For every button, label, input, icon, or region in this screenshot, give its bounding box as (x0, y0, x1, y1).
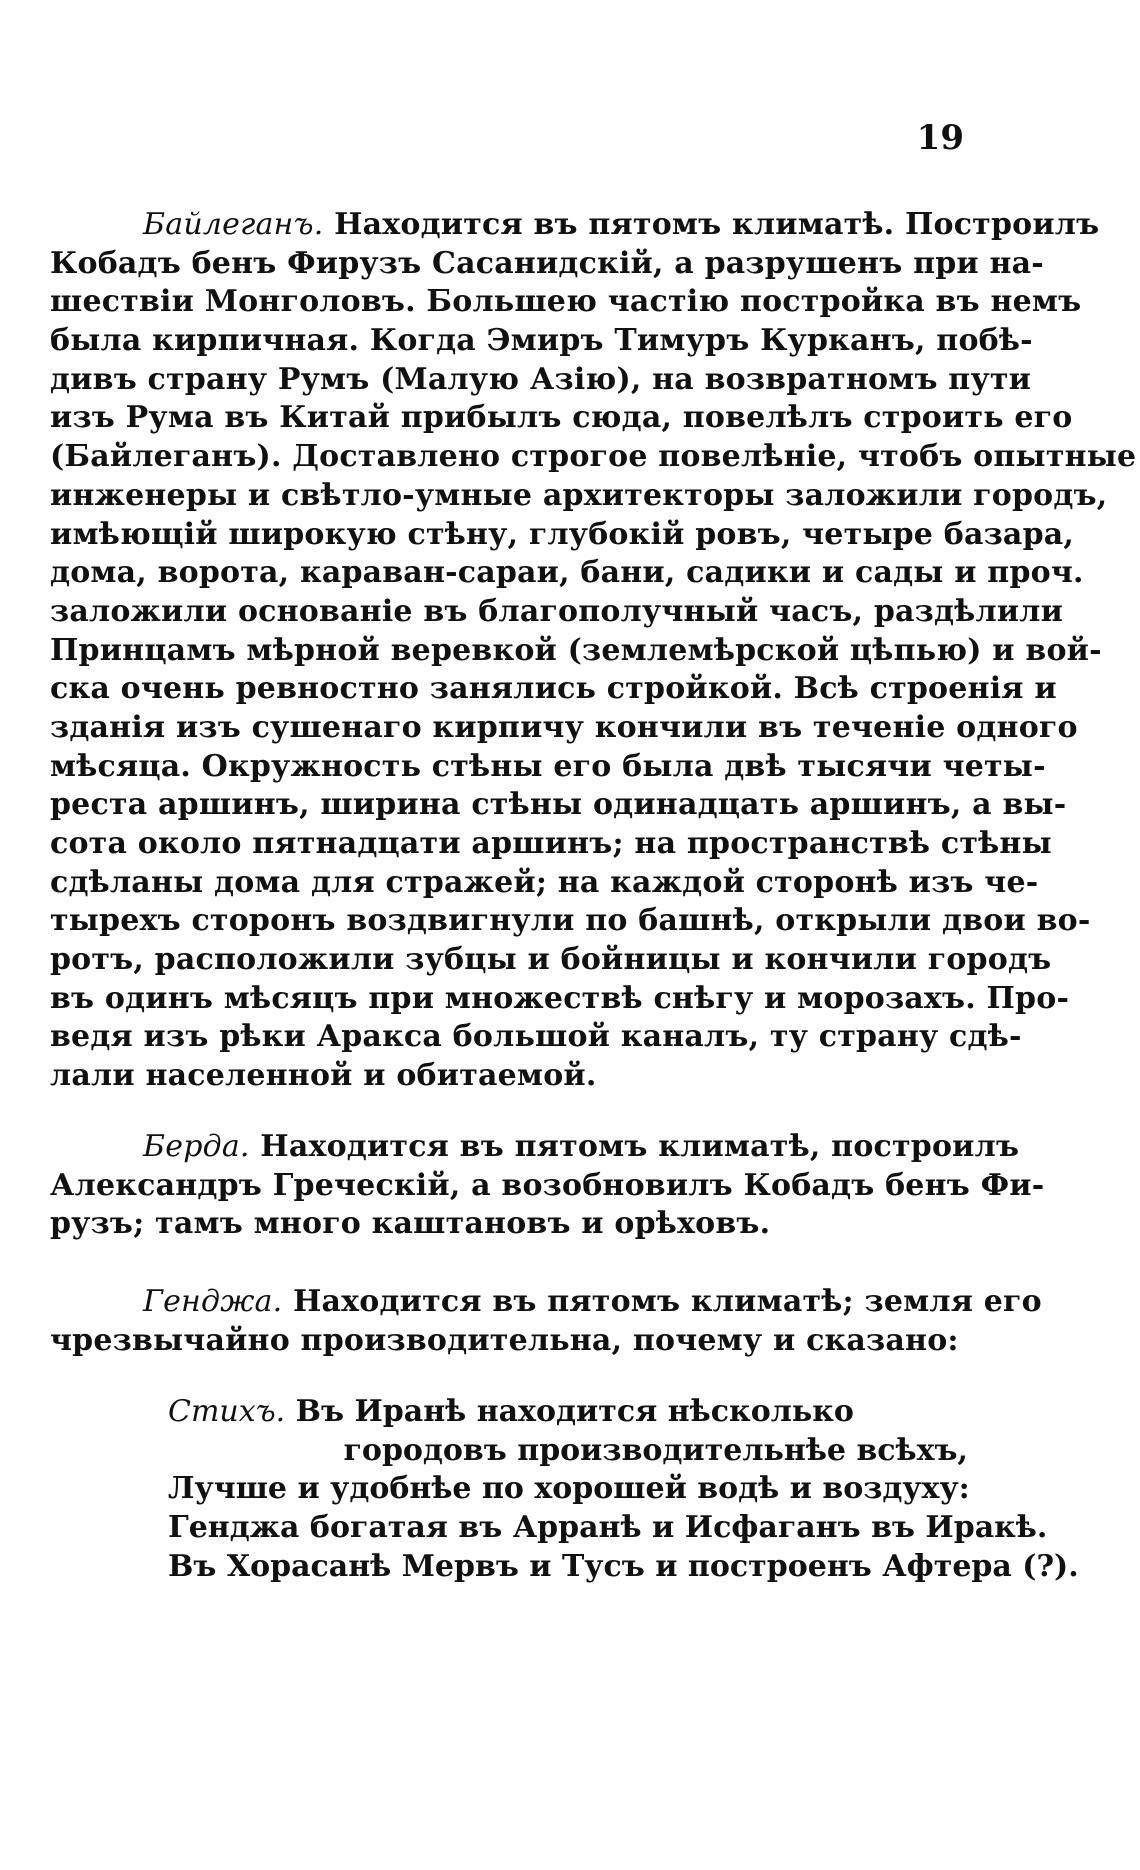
entry-first-line (50, 1283, 1042, 1322)
text-line: инженеры и свѣтло-умные архитекторы заложили городъ, (50, 477, 1108, 513)
text-line: лали населенной и обитаемой. (50, 1058, 597, 1094)
text-line: сдѣланы дома для стражей; на каждой сторонѣ изъ че- (50, 864, 1039, 900)
poem-line: Генджа богатая въ Арранѣ и Исфаганъ въ Иракѣ. (168, 1510, 1048, 1546)
text-line: Находится въ пятомъ климатѣ; земля его (292, 1284, 1042, 1319)
entry-berda (50, 1128, 1045, 1244)
text-line: сота около пятнадцати аршинъ; на пространствѣ стѣны (50, 826, 1052, 861)
text-line: тырехъ сторонъ воздвигнули по башнѣ, открыли двои во- (50, 903, 1091, 939)
text-line: реста аршинъ, ширина стѣны одинадцать аршинъ, а вы- (50, 787, 1067, 823)
entry-term: Байлеганъ. (143, 207, 324, 242)
text-line: въ одинъ мѣсяцъ при множествѣ снѣгу и морозахъ. Про- (50, 980, 1070, 1016)
entry-baylegan (50, 206, 1137, 1096)
poem-term: Стихъ. (168, 1394, 286, 1429)
text-line: зданія изъ сушенаго кирпичу кончили въ теченіе одного (50, 709, 1078, 745)
poem-line: городовъ производительнѣе всѣхъ, (343, 1432, 968, 1468)
entry-first-line (50, 206, 1100, 245)
poem-block (168, 1393, 1079, 1586)
text-line: Александръ Греческій, а возобновилъ Кобадъ бенъ Фи- (50, 1167, 1045, 1203)
poem-line: Въ Хорасанѣ Мервъ и Тусъ и построенъ Афтера (?). (168, 1548, 1079, 1584)
text-line: ска очень ревностно занялись стройкой. Всѣ строенія и (50, 671, 1057, 707)
entry-gandja (50, 1283, 1042, 1360)
text-line: Кобадъ бенъ Фирузъ Сасанидскій, а разрушенъ при на- (50, 245, 1044, 281)
text-line: ротъ, расположили зубцы и бойницы и кончили городъ (50, 942, 1052, 978)
text-line: рузъ; тамъ много каштановъ и орѣховъ. (50, 1206, 771, 1242)
poem-line: Лучше и удобнѣе по хорошей водѣ и воздуху: (168, 1471, 970, 1507)
text-line: имѣющій широкую стѣну, глубокій ровъ, четыре базара, (50, 516, 1075, 552)
entry-term: Берда. (143, 1129, 250, 1164)
text-line: ведя изъ рѣки Аракса большой каналъ, ту страну сдѣ- (50, 1019, 1022, 1055)
text-line: шествіи Монголовъ. Большею частію постройка въ немъ (50, 284, 1082, 320)
text-line: была кирпичная. Когда Эмиръ Тимуръ Курканъ, побѣ- (50, 323, 1033, 359)
text-line: Находится въ пятомъ климатѣ, построилъ (260, 1129, 1020, 1164)
text-line: заложили основаніе въ благополучный часъ, раздѣлили (50, 593, 1064, 629)
page-number: 19 (916, 118, 964, 158)
poem-first-line (168, 1393, 968, 1432)
entry-first-line (50, 1128, 1020, 1167)
text-line: изъ Рума въ Китай прибылъ сюда, повелѣлъ строить его (50, 400, 1073, 436)
text-line: чрезвычайно производительна, почему и сказано: (50, 1322, 959, 1358)
text-line: дома, ворота, караван-сараи, бани, садики и сады и проч. (50, 555, 1084, 591)
text-line: дивъ страну Румъ (Малую Азію), на возвратномъ пути (50, 361, 1032, 397)
text-line: (Байлеганъ). Доставлено строгое повелѣніе, чтобъ опытные (50, 439, 1137, 475)
text-line: Находится въ пятомъ климатѣ. Построилъ (334, 207, 1100, 242)
entry-term: Генджа. (143, 1284, 283, 1319)
text-line: Принцамъ мѣрной веревкой (землемѣрской цѣпью) и вой- (50, 632, 1102, 668)
poem-line: Въ Иранѣ находится нѣсколько (295, 1394, 854, 1429)
text-line: мѣсяца. Окружность стѣны его была двѣ тысячи четы- (50, 748, 1046, 784)
